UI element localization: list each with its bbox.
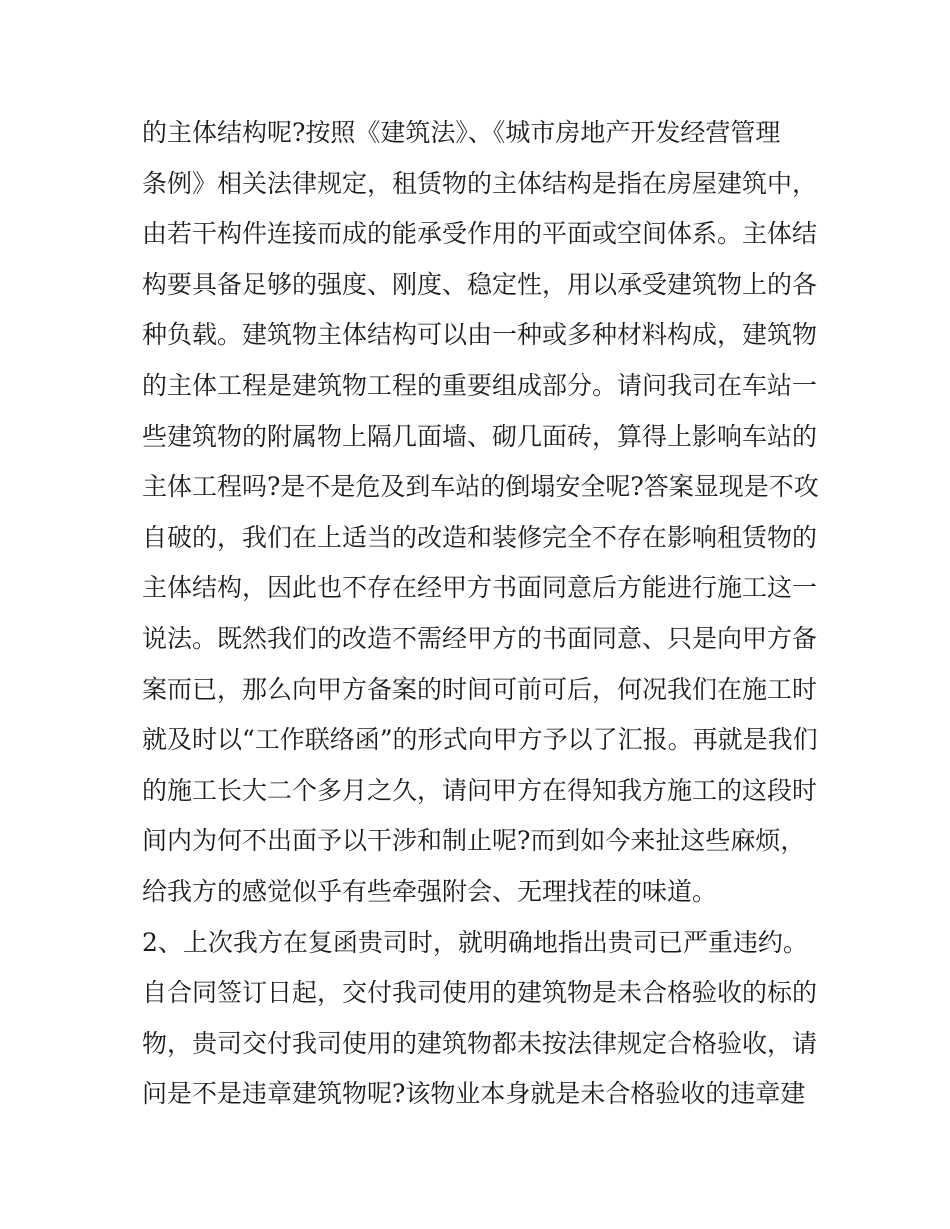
text-line: 条例》相关法律规定，租赁物的主体结构是指在房屋建筑中，: [142, 168, 818, 198]
text-line: 问是不是违章建筑物呢?该物业本身就是未合格验收的违章建: [142, 1079, 806, 1109]
text-line: 给我方的感觉似乎有些牵强附会、无理找茬的味道。: [142, 876, 718, 906]
text-line: 些建筑物的附属物上隔几面墙、砌几面砖，算得上影响车站的: [142, 421, 818, 451]
text-line: 案而已，那么向甲方备案的时间可前可后，何况我们在施工时: [142, 674, 818, 704]
text-line: 主体工程吗?是不是危及到车站的倒塌安全呢?答案显现是不攻: [142, 472, 819, 502]
text-line: 物，贵司交付我司使用的建筑物都未按法律规定合格验收，请: [142, 1028, 818, 1058]
text-line: 的主体工程是建筑物工程的重要组成部分。请问我司在车站一: [142, 370, 818, 400]
text-line: 由若干构件连接而成的能承受作用的平面或空间体系。主体结: [142, 219, 818, 249]
text-line: 的主体结构呢?按照《建筑法》、《城市房地产开发经营管理: [142, 118, 781, 147]
text-line: 说法。既然我们的改造不需经甲方的书面同意、只是向甲方备: [142, 623, 818, 653]
text-line: 2、上次我方在复函贵司时，就明确地指出贵司已严重违约。: [142, 927, 808, 957]
text-line: 自破的，我们在上适当的改造和装修完全不存在影响租赁物的: [142, 522, 818, 552]
text-line: 种负载。建筑物主体结构可以由一种或多种材料构成，建筑物: [142, 320, 818, 350]
text-line: 就及时以“工作联络函”的形式向甲方予以了汇报。再就是我们: [142, 725, 818, 755]
text-line: 主体结构，因此也不存在经甲方书面同意后方能进行施工这一: [142, 573, 818, 603]
body-text: [142, 108, 822, 1120]
text-line: 的施工长大二个多月之久，请问甲方在得知我方施工的这段时: [142, 775, 818, 805]
text-line: 自合同签订日起，交付我司使用的建筑物是未合格验收的标的: [142, 978, 818, 1008]
text-line: 间内为何不出面予以干涉和制止呢?而到如今来扯这些麻烦，: [142, 826, 806, 856]
text-line: 构要具备足够的强度、刚度、稳定性，用以承受建筑物上的各: [142, 269, 818, 299]
